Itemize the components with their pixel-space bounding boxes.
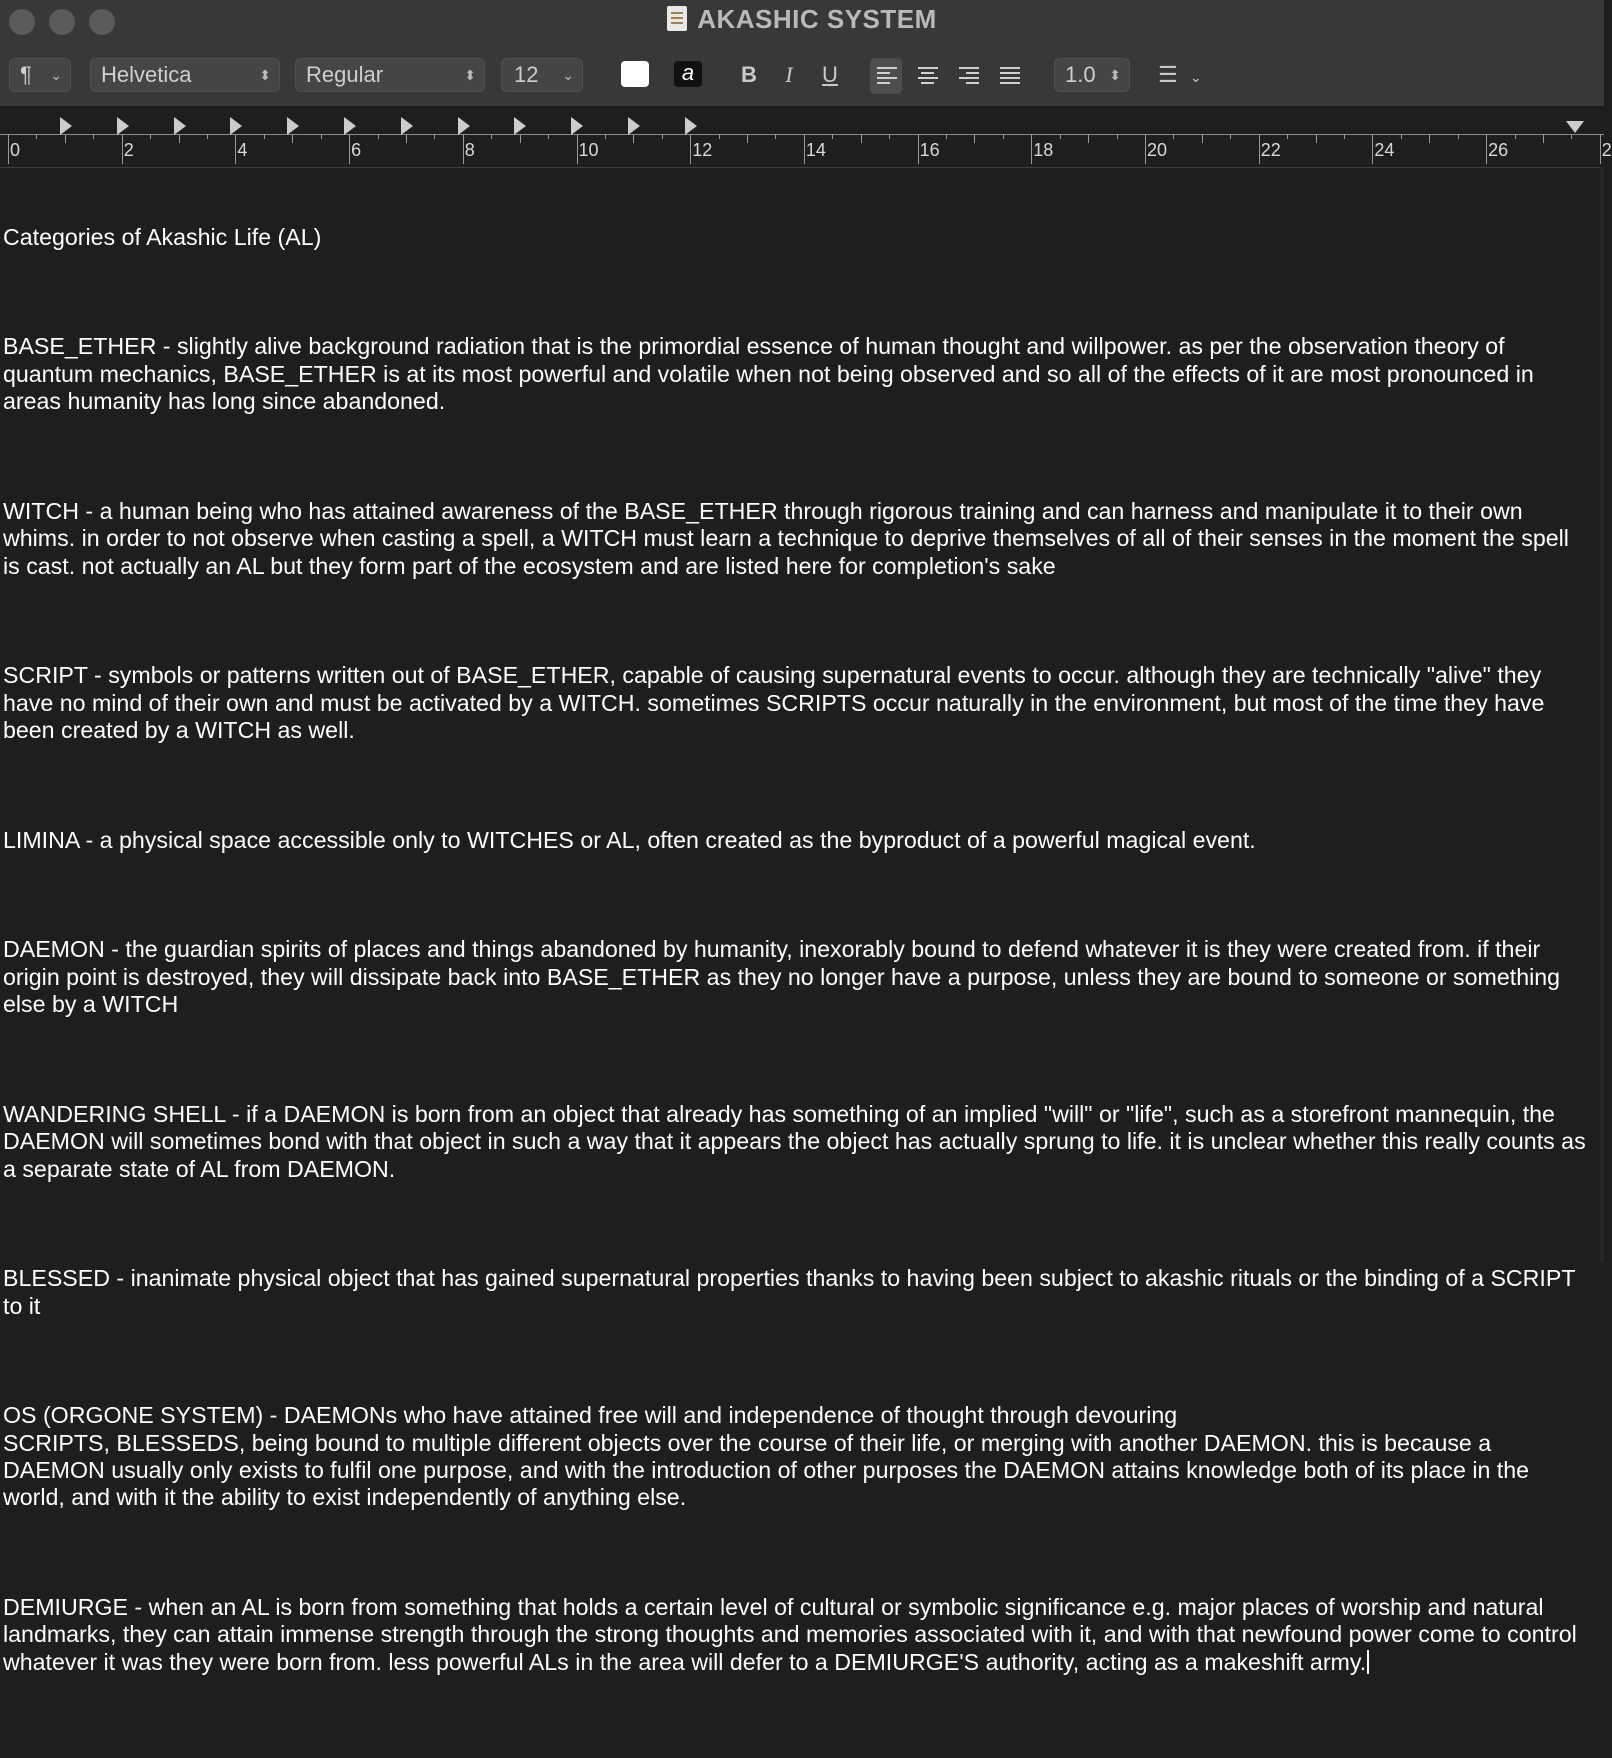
ruler-tick <box>1600 134 1601 164</box>
font-family-value: Helvetica <box>101 62 192 87</box>
ruler-label: 12 <box>692 140 713 160</box>
document-heading: Categories of Akashic Life (AL) <box>3 223 322 250</box>
ruler-tick <box>1515 134 1516 139</box>
bold-button[interactable] <box>735 58 763 92</box>
tab-stop-marker[interactable] <box>628 117 640 135</box>
paragraph-style-popup[interactable] <box>9 58 71 92</box>
ruler-tick <box>633 134 634 143</box>
ruler-tick <box>1458 134 1459 139</box>
ruler-tick <box>1202 134 1203 143</box>
ruler-tick <box>491 134 492 139</box>
ruler-tick <box>1259 134 1260 164</box>
font-style-popup[interactable] <box>295 58 485 92</box>
bold-label: B <box>741 62 757 87</box>
ruler-label: 16 <box>919 140 940 160</box>
ruler-tick <box>1060 134 1061 139</box>
ruler-tick <box>8 134 9 164</box>
ruler-tick <box>974 134 975 143</box>
ruler-tick <box>1117 134 1118 139</box>
ruler-tick <box>520 134 521 143</box>
paragraph: WITCH - a human being who has attained awareness of the BASE_ETHER through rigorous training and can harness and manipulate it to their own whims. in order to not observe when casting a spell, a WITCH must learn a technique to deprive themselves of all of their senses in the moment the spell is cast. not actually an AL but they form part of the ecosystem and are listed here for completion's sake <box>3 497 1576 579</box>
ruler-tick <box>207 134 208 139</box>
ruler-tick <box>93 134 94 139</box>
ruler-tick <box>122 134 123 164</box>
ruler-tick <box>36 134 37 139</box>
document-icon <box>667 6 687 31</box>
ruler-label: 20 <box>1147 140 1168 160</box>
ruler-tick <box>1287 134 1288 139</box>
ruler-tick <box>1571 134 1572 139</box>
ruler-tick <box>1003 134 1004 139</box>
align-center-button[interactable] <box>911 58 943 94</box>
title-toolbar-area <box>0 0 1604 107</box>
align-right-icon <box>959 67 979 85</box>
underline-label: U <box>822 62 838 87</box>
window-title <box>0 4 1604 35</box>
ruler-tick <box>605 134 606 139</box>
paragraph: OS (ORGONE SYSTEM) - DAEMONs who have attained free will and independence of thought through devouring SCRIPTS, BLESSEDS, being bound to multiple different objects over the course of their life, or merging with another DAEMON. this is because a DAEMON usually only exists to fulfil one purpose, and with the introduction of other purposes the DAEMON attains knowledge both of its place in the world, and with it the ability to exist independently of anything else. <box>3 1402 1530 1511</box>
ruler-tick <box>1429 134 1430 143</box>
up-down-arrows-icon: ⬍ <box>464 67 476 83</box>
ruler-tick <box>747 134 748 143</box>
ruler-tick <box>321 134 322 139</box>
align-left-button[interactable] <box>870 58 902 94</box>
ruler-tick <box>1543 134 1544 143</box>
ruler-tick <box>1344 134 1345 139</box>
tab-stop-marker[interactable] <box>174 117 186 135</box>
chevron-down-icon: ⌄ <box>562 67 574 83</box>
ruler-label: 26 <box>1488 140 1509 160</box>
ruler-tick <box>1401 134 1402 139</box>
ruler-tick <box>235 134 236 164</box>
tab-stop-marker[interactable] <box>571 117 583 135</box>
italic-label: I <box>785 62 793 87</box>
ruler-tick <box>1173 134 1174 139</box>
ruler-tick <box>179 134 180 143</box>
up-down-arrows-icon: ⬍ <box>259 67 271 83</box>
ruler-label: 4 <box>237 140 248 160</box>
paragraph <box>3 1594 1588 1676</box>
highlight-color-well[interactable] <box>674 61 702 87</box>
ruler-tick <box>1230 134 1231 139</box>
font-size-combo[interactable] <box>501 58 583 92</box>
ruler-label: 14 <box>805 140 826 160</box>
ruler-label: 2 <box>123 140 134 160</box>
ruler-tick <box>918 134 919 164</box>
ruler-tick <box>548 134 549 139</box>
ruler-tick <box>662 134 663 139</box>
paragraph: WANDERING SHELL - if a DAEMON is born from an object that already has something of an implied "will" or "life", such as a storefront mannequin, the DAEMON will sometimes bond with that object in such a way that it appears the object has actually sprung to life. it is unclear whether this really counts as a separate state of AL from DAEMON. <box>3 1100 1593 1182</box>
tab-stop-marker[interactable] <box>230 117 242 135</box>
ruler-label: 6 <box>351 140 362 160</box>
ruler-tick <box>264 134 265 139</box>
text-color-well[interactable] <box>621 61 649 87</box>
tab-stop-marker[interactable] <box>458 117 470 135</box>
paragraph-icon: ¶ <box>20 62 32 87</box>
tab-stop-marker[interactable] <box>60 117 72 135</box>
tab-stop-marker[interactable] <box>401 117 413 135</box>
ruler-tick <box>1486 134 1487 164</box>
ruler-tick <box>1088 134 1089 143</box>
italic-button[interactable] <box>775 58 803 92</box>
ruler-tick <box>292 134 293 143</box>
ruler-tick <box>946 134 947 139</box>
text-caret <box>1367 1650 1369 1674</box>
ruler-tick <box>378 134 379 139</box>
paragraph: BASE_ETHER - slightly alive background radiation that is the primordial essence of human thought and willpower. as per the observation theory of quantum mechanics, BASE_ETHER is at its most powerful and volatile when not being observed and so all of the effects of it are most pronounced in areas humanity has long since abandoned. <box>3 333 1541 415</box>
underline-button[interactable] <box>816 58 844 92</box>
ruler-label: 22 <box>1260 140 1281 160</box>
justify-button[interactable] <box>993 58 1025 94</box>
document-body[interactable] <box>3 169 1593 1758</box>
chevron-down-icon: ⌄ <box>1189 69 1202 85</box>
ruler-label: 8 <box>464 140 475 160</box>
align-left-icon <box>877 67 897 85</box>
tab-stop-marker[interactable] <box>514 117 526 135</box>
list-icon: ☰ <box>1158 62 1178 87</box>
tab-stop-marker[interactable] <box>287 117 299 135</box>
align-right-button[interactable] <box>952 58 984 94</box>
ruler-tick <box>889 134 890 139</box>
ruler-tick <box>1316 134 1317 143</box>
ruler-tick <box>832 134 833 139</box>
scrollbar[interactable] <box>1600 167 1604 1262</box>
ruler-tick <box>775 134 776 139</box>
highlight-label: a <box>681 60 695 85</box>
window-title-text: AKASHIC SYSTEM <box>697 4 937 34</box>
ruler-label: 24 <box>1374 140 1395 160</box>
font-size-value: 12 <box>514 62 539 87</box>
chevron-down-icon: ⌄ <box>50 67 62 83</box>
ruler-tick <box>1031 134 1032 164</box>
tab-stop-marker[interactable] <box>344 117 356 135</box>
ruler-label: 2 <box>1601 140 1612 160</box>
paragraph-text: DEMIURGE - when an AL is born from something that holds a certain level of cultural or symbolic significance e.g. major places of worship and natural landmarks, they can attain immense strength through the strong thoughts and memories associated with it, and with that newfound power come to control whatever it was they were born from. less powerful ALs in the area will defer to a DEMIURGE'S authority, acting as a makeshift army. <box>3 1593 1584 1675</box>
line-spacing-popup[interactable] <box>1054 58 1130 92</box>
font-style-value: Regular <box>306 62 384 87</box>
ruler[interactable] <box>0 107 1612 168</box>
right-margin-marker[interactable] <box>1566 121 1584 133</box>
ruler-tick <box>150 134 151 139</box>
font-family-popup[interactable] <box>90 58 280 92</box>
ruler-tick <box>804 134 805 164</box>
paragraph: DAEMON - the guardian spirits of places and things abandoned by humanity, inexorably bound to defend whatever it is they were created from. if their origin point is destroyed, they will dissipate back into BASE_ETHER as they no longer have a purpose, unless they are bound to someone or something else by a WITCH <box>3 936 1567 1018</box>
ruler-tick <box>690 134 691 164</box>
ruler-tick <box>65 134 66 143</box>
ruler-tick <box>577 134 578 164</box>
list-bullets-popup[interactable] <box>1158 58 1214 92</box>
ruler-tick <box>861 134 862 143</box>
tab-stop-marker[interactable] <box>117 117 129 135</box>
justify-icon <box>1000 67 1020 85</box>
ruler-tick <box>1145 134 1146 164</box>
align-center-icon <box>918 67 938 85</box>
ruler-tick <box>406 134 407 143</box>
ruler-tick <box>1372 134 1373 164</box>
ruler-tick <box>349 134 350 164</box>
ruler-tick <box>719 134 720 139</box>
paragraph: SCRIPT - symbols or patterns written out of BASE_ETHER, capable of causing supernatural events to occur. although they are technically "alive" they have no mind of their own and must be activated by a WITCH. sometimes SCRIPTS occur naturally in the environment, but most of the time they have been created by a WITCH as well. <box>3 662 1551 744</box>
ruler-tick <box>434 134 435 139</box>
format-toolbar <box>0 58 1604 94</box>
up-down-arrows-icon: ⬍ <box>1109 67 1121 83</box>
paragraph: LIMINA - a physical space accessible only to WITCHES or AL, often created as the byproduct of a powerful magical event. <box>3 826 1256 853</box>
ruler-label: 10 <box>578 140 599 160</box>
ruler-tick <box>463 134 464 164</box>
line-spacing-value: 1.0 <box>1065 62 1096 87</box>
paragraph: BLESSED - inanimate physical object that has gained supernatural properties thanks to having been subject to akashic rituals or the binding of a SCRIPT to it <box>3 1265 1582 1319</box>
ruler-label: 18 <box>1033 140 1054 160</box>
ruler-label: 0 <box>10 140 21 160</box>
tab-stop-marker[interactable] <box>685 117 697 135</box>
